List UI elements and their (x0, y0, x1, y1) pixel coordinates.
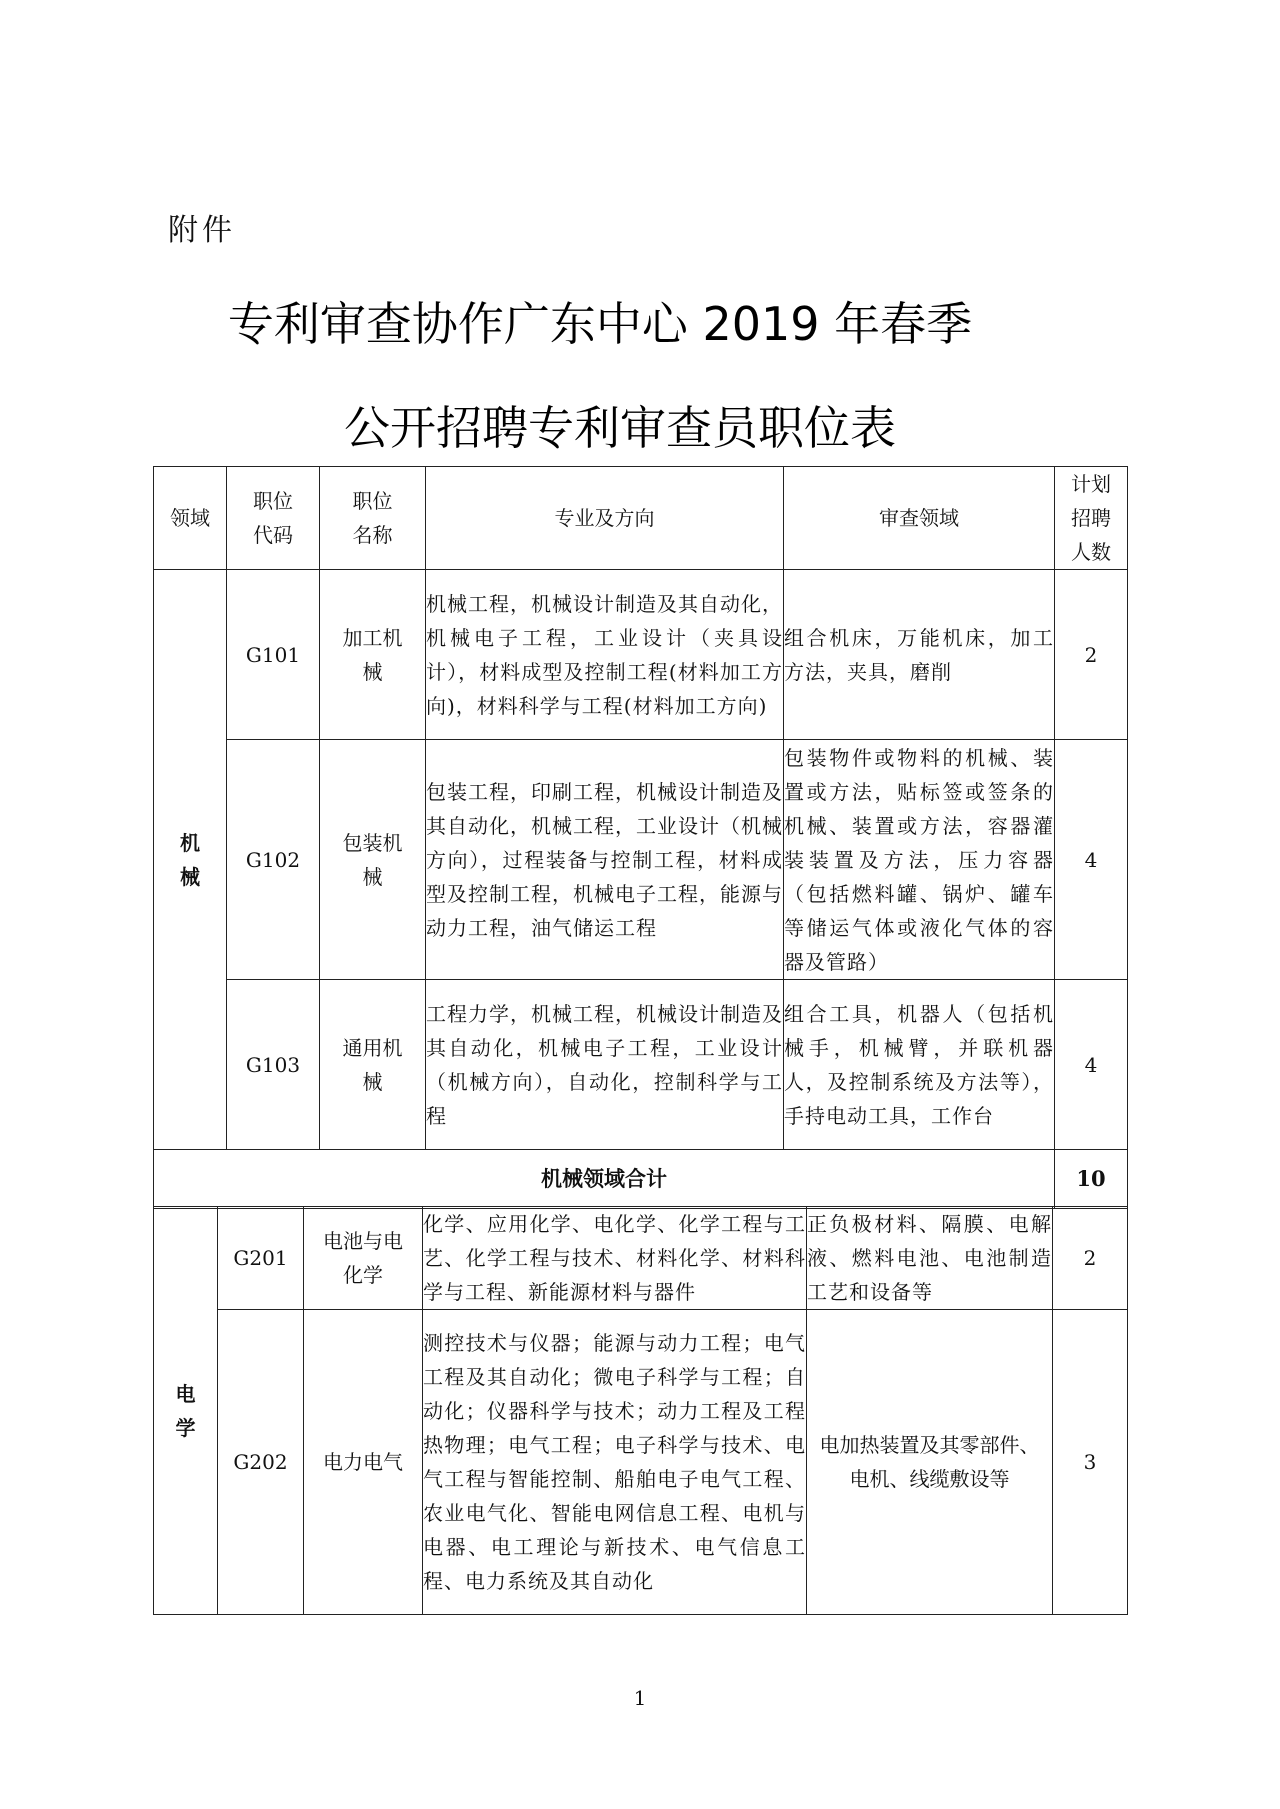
job-name: 通用机械 (320, 980, 426, 1150)
page-number: 1 (633, 1686, 647, 1710)
job-code: G102 (227, 740, 320, 980)
header-name: 职位名称 (320, 467, 426, 570)
field-electrical (154, 1207, 218, 1615)
job-review: 包装物件或物料的机械、装置或方法，贴标签或签条的机械、装置或方法，容器灌装装置及方法，压力容器（包括燃料罐、锅炉、罐车等储运气体或液化气体的容器及管路） (784, 740, 1055, 980)
header-field: 领域 (154, 467, 227, 570)
job-code: G201 (218, 1207, 304, 1310)
job-major: 化学、应用化学、电化学、化学工程与工艺、化学工程与技术、材料化学、材料科学与工程、新能源材料与器件 (423, 1207, 807, 1310)
job-review: 组合机床，万能机床，加工方法，夹具，磨削 (784, 570, 1055, 740)
subtotal-row (154, 1150, 1128, 1209)
header-count: 计划招聘人数 (1055, 467, 1128, 570)
attachment-label: 附件 (168, 213, 236, 248)
page-title-line-2: 公开招聘专利审查员职位表 (344, 401, 896, 455)
job-code: G103 (227, 980, 320, 1150)
job-review: 正负极材料、隔膜、电解液、燃料电池、电池制造工艺和设备等 (807, 1207, 1053, 1310)
job-name: 包装机械 (320, 740, 426, 980)
page-title-line-1: 专利审查协作广东中心 2019 年春季 (227, 297, 973, 351)
job-name: 加工机械 (320, 570, 426, 740)
job-count: 3 (1053, 1310, 1128, 1615)
job-name: 电池与电化学 (304, 1207, 423, 1310)
header-review: 审查领域 (784, 467, 1055, 570)
subtotal-label: 机械领域合计 (154, 1150, 1055, 1209)
table-row (154, 740, 1128, 980)
header-code: 职位代码 (227, 467, 320, 570)
job-count: 4 (1055, 980, 1128, 1150)
field-mechanical (154, 570, 227, 1150)
table-row (154, 980, 1128, 1150)
job-major: 工程力学，机械工程，机械设计制造及其自动化，机械电子工程，工业设计（机械方向），自动化，控制科学与工程 (426, 980, 784, 1150)
job-major: 机械工程，机械设计制造及其自动化，机械电子工程，工业设计（夹具设计），材料成型及控制工程(材料加工方向)，材料科学与工程(材料加工方向) (426, 570, 784, 740)
field-label: 机械 (180, 830, 200, 889)
job-table-electrical (153, 1206, 1128, 1615)
job-major: 包装工程，印刷工程，机械设计制造及其自动化，机械工程，工业设计（机械方向），过程装备与控制工程，材料成型及控制工程，机械电子工程，能源与动力工程，油气储运工程 (426, 740, 784, 980)
job-count: 4 (1055, 740, 1128, 980)
job-review: 组合工具，机器人（包括机械手，机械臂，并联机器人，及控制系统及方法等），手持电动工具，工作台 (784, 980, 1055, 1150)
table-row (154, 570, 1128, 740)
header-major: 专业及方向 (426, 467, 784, 570)
field-label: 电学 (175, 1381, 196, 1440)
job-name: 电力电气 (304, 1310, 423, 1615)
job-major: 测控技术与仪器；能源与动力工程；电气工程及其自动化；微电子科学与工程；自动化；仪器科学与技术；动力工程及工程热物理；电气工程；电子科学与技术、电气工程与智能控制、船舶电子电气工程、农业电气化、智能电网信息工程、电机与电器、电工理论与新技术、电气信息工程、电力系统及其自动化 (423, 1310, 807, 1615)
job-code: G101 (227, 570, 320, 740)
job-count: 2 (1053, 1207, 1128, 1310)
table-row (154, 1207, 1128, 1310)
subtotal-value: 10 (1055, 1150, 1128, 1209)
job-table-mechanical (153, 466, 1128, 1209)
table-header-row (154, 467, 1128, 570)
job-count: 2 (1055, 570, 1128, 740)
job-review: 电加热装置及其零部件、电机、线缆敷设等 (807, 1310, 1053, 1615)
table-row (154, 1310, 1128, 1615)
job-code: G202 (218, 1310, 304, 1615)
